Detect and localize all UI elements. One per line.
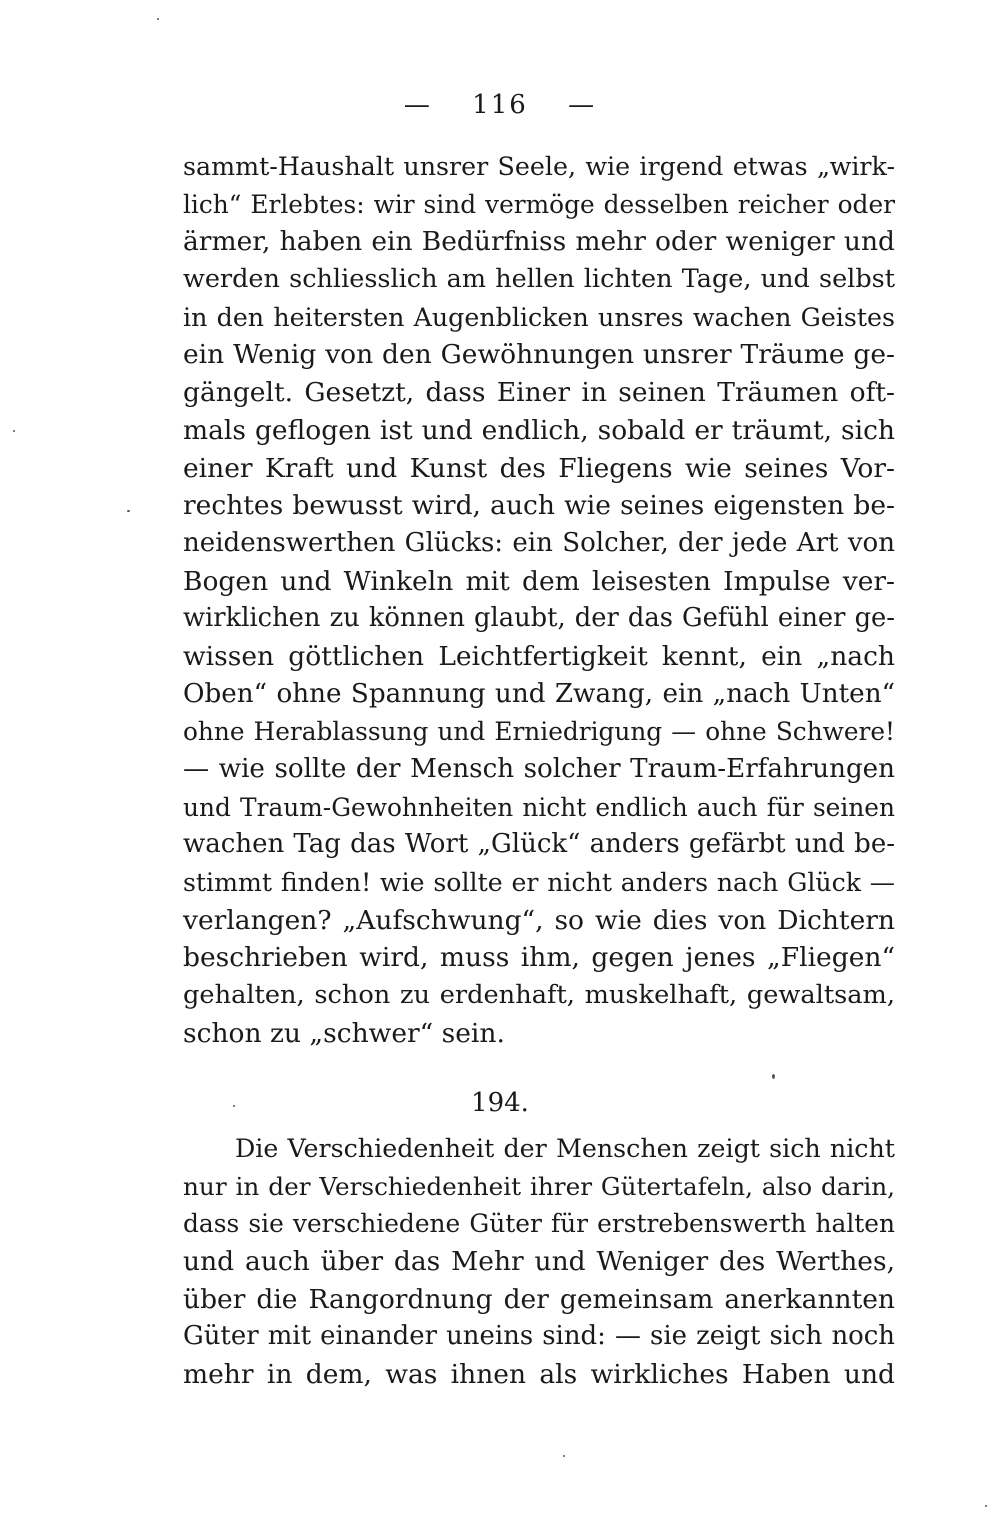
text-line: rechtes bewusst wird, auch wie seines eigensten be-: [183, 490, 895, 522]
text-line: Bogen und Winkeln mit dem leisesten Impulse ver-: [183, 565, 895, 597]
text-line: ohne Herablassung und Erniedrigung — ohne Schwere!: [183, 717, 895, 747]
text-line: ein Wenig von den Gewöhnungen unsrer Träume ge-: [183, 339, 895, 371]
text-line: gehalten, schon zu erdenhaft, muskelhaft, gewaltsam,: [183, 980, 895, 1011]
header-dash-left: —: [403, 90, 432, 120]
paragraph-193-continuation: [183, 148, 895, 1053]
text-line: wirklichen zu können glaubt, der das Gefühl einer ge-: [183, 603, 895, 634]
text-line: sammt-Haushalt unsrer Seele, wie irgend etwas „wirk-: [183, 151, 895, 181]
text-line: und auch über das Mehr und Weniger des Werthes,: [183, 1246, 895, 1278]
text-line: beschrieben wird, muss ihm, gegen jenes „Fliegen“: [183, 942, 895, 974]
text-line: Güter mit einander uneins sind: — sie zeigt sich noch: [183, 1321, 895, 1352]
paper-speck: [233, 1105, 235, 1107]
paragraph-194: [183, 1130, 895, 1394]
page-header: [0, 90, 1000, 120]
paper-speck: [563, 1455, 565, 1457]
text-line: schon zu „schwer“ sein.: [183, 1017, 505, 1049]
text-line: verlangen? „Aufschwung“, so wie dies von Dichtern: [183, 904, 895, 936]
page-number: 116: [472, 90, 528, 120]
text-line: Die Verschiedenheit der Menschen zeigt sich nicht: [235, 1133, 895, 1163]
text-line: werden schliesslich am hellen lichten Tage, und selbst: [183, 264, 895, 295]
text-line: mehr in dem, was ihnen als wirkliches Haben und: [183, 1359, 895, 1391]
text-line: wissen göttlichen Leichtfertigkeit kennt, ein „nach: [183, 640, 895, 672]
section-number: 194.: [471, 1088, 529, 1118]
text-line: Oben“ ohne Spannung und Zwang, ein „nach Unten“: [183, 678, 895, 709]
paper-speck: [13, 430, 15, 432]
text-line: dass sie verschiedene Güter für erstrebenswerth halten: [183, 1209, 895, 1239]
text-line: in den heitersten Augenblicken unsres wachen Geistes: [183, 302, 895, 332]
text-line: gängelt. Gesetzt, dass Einer in seinen Träumen oft-: [183, 377, 895, 409]
paper-speck: [157, 18, 159, 20]
text-line: wachen Tag das Wort „Glück“ anders gefärbt und be-: [183, 829, 895, 860]
text-line: nur in der Verschiedenheit ihrer Gütertafeln, also darin,: [183, 1171, 895, 1201]
text-line: und Traum-Gewohnheiten nicht endlich auch für seinen: [183, 792, 895, 822]
text-line: ärmer, haben ein Bedürfniss mehr oder weniger und: [183, 226, 895, 258]
text-line: mals geflogen ist und endlich, sobald er träumt, sich: [183, 414, 895, 446]
header-dash-right: —: [568, 90, 597, 120]
text-line: einer Kraft und Kunst des Fliegens wie seines Vor-: [183, 452, 895, 484]
paper-speck: [985, 1505, 987, 1507]
text-line: stimmt finden! wie sollte er nicht anders nach Glück —: [183, 868, 895, 898]
text-line: neidenswerthen Glücks: ein Solcher, der jede Art von: [183, 527, 895, 558]
text-line: — wie sollte der Mensch solcher Traum-Erfahrungen: [183, 754, 895, 784]
paper-speck: [127, 510, 130, 512]
paper-speck: [772, 1074, 775, 1079]
text-line: lich“ Erlebtes: wir sind vermöge desselben reicher oder: [183, 189, 895, 219]
text-line: über die Rangordnung der gemeinsam anerkannten: [183, 1283, 895, 1315]
